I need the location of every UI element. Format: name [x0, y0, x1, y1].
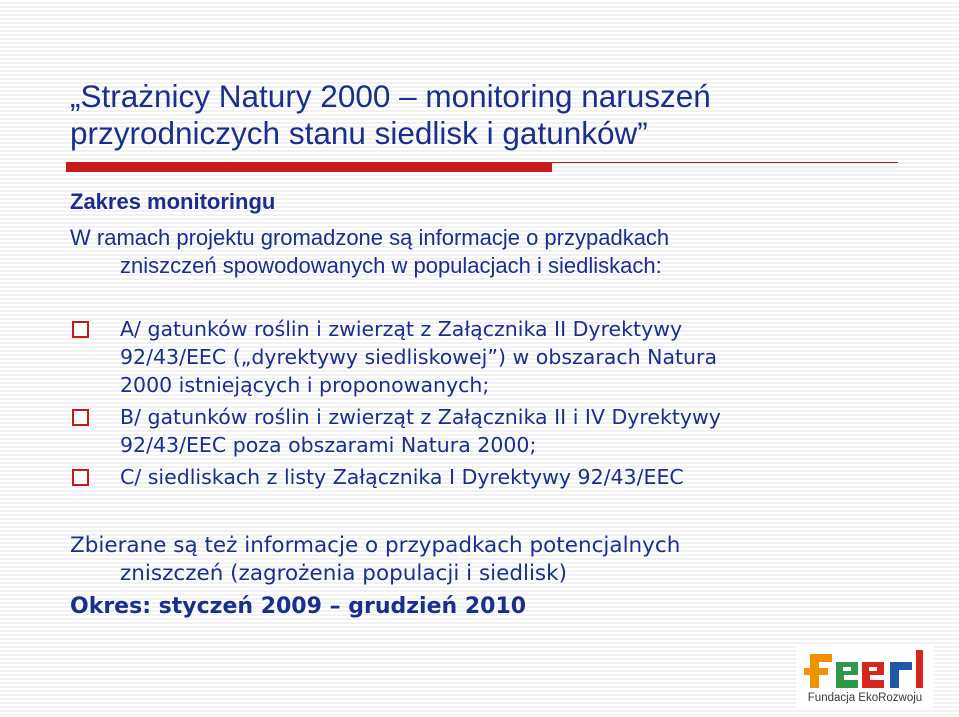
slide-title [70, 78, 900, 152]
scope-list-item-c [70, 463, 900, 491]
scope-list-item-b [70, 403, 900, 459]
additional-info-line-2: zniszczeń (zagrożenia populacji i siedlisk) [120, 561, 567, 586]
scope-list-item-a-line-2: 92/43/EEC („dyrektywy siedliskowej”) w obszarach Natura [120, 345, 718, 369]
scope-intro-line-2: zniszczeń spowodowanych w populacjach i siedliskach: [120, 253, 662, 278]
logo-letter-f-bar [804, 668, 828, 675]
scope-list [70, 315, 900, 495]
checkbox-bullet-icon [72, 469, 89, 486]
scope-list-item-b-line-2: 92/43/EEC poza obszarami Natura 2000; [120, 433, 537, 457]
scope-list-item-a [70, 315, 900, 399]
logo-letter-tall-stroke [916, 650, 923, 688]
checkbox-bullet-icon [72, 321, 89, 338]
logo-letter-e2-hole [869, 667, 877, 671]
slide-title-line-2: przyrodniczych stanu siedlisk i gatunków” [70, 115, 648, 151]
title-underline [66, 159, 898, 173]
slide-title-line-1: „Strażnicy Natury 2000 – monitoring naruszeń [70, 78, 711, 114]
checkbox-bullet-icon [72, 409, 89, 426]
logo-name: Fundacja EkoRozwoju [807, 692, 923, 704]
logo-letter-r-arm [890, 662, 912, 670]
scope-heading: Zakres monitoringu [70, 189, 276, 214]
additional-info-line-1: Zbierane są też informacje o przypadkach potencjalnych [70, 533, 681, 558]
title-underline-thick [66, 163, 552, 172]
logo-letter-e1-gap [844, 675, 858, 680]
logo-letter-e1-hole [843, 667, 851, 671]
scope-intro [70, 224, 890, 280]
scope-list-item-c-line-1: C/ siedliskach z listy Załącznika I Dyrektywy 92/43/EEC [120, 465, 684, 489]
additional-info [70, 532, 900, 588]
feer-logo-icon [800, 648, 928, 692]
scope-intro-line-1: W ramach projektu gromadzone są informacje o przypadkach [70, 225, 670, 250]
scope-list-item-a-line-1: A/ gatunków roślin i zwierząt z Załącznika II Dyrektywy [120, 317, 683, 341]
fundacja-ekorozwoju-logo [796, 646, 934, 708]
project-period: Okres: styczeń 2009 – grudzień 2010 [70, 594, 527, 619]
logo-letter-f-top [810, 654, 832, 662]
scope-list-item-b-line-1: B/ gatunków roślin i zwierząt z Załącznika II i IV Dyrektywy [120, 405, 721, 429]
scope-list-item-a-line-3: 2000 istniejących i proponowanych; [120, 373, 490, 397]
logo-letter-e2-gap [870, 675, 884, 680]
